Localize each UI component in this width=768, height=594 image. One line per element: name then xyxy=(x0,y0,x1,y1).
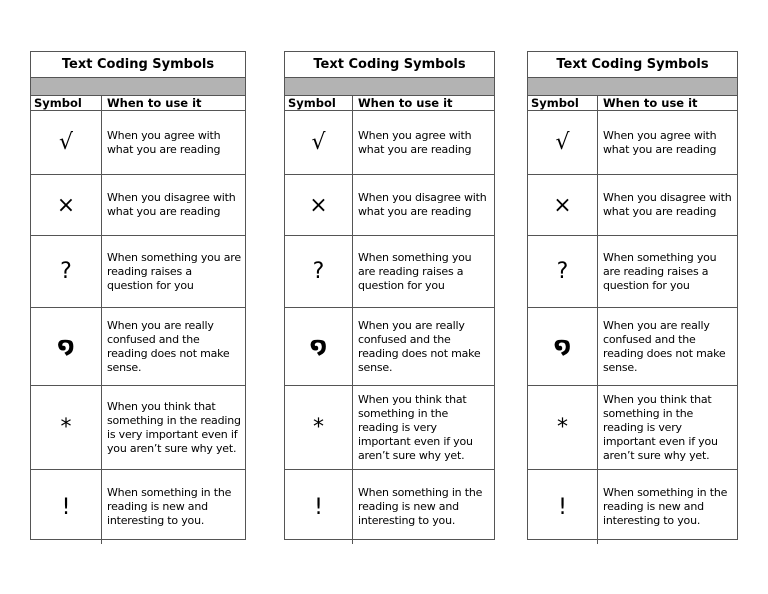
row-description: When something in the reading is new and interesting to you. xyxy=(603,486,728,527)
table-row xyxy=(31,175,245,236)
header-band xyxy=(528,78,737,96)
header-band xyxy=(285,78,494,96)
card-title: Text Coding Symbols xyxy=(528,52,737,78)
row-description: When you disagree with what you are reading xyxy=(107,191,236,218)
exclamation-icon: ! xyxy=(31,470,102,544)
swirl-icon: ໑ xyxy=(528,308,598,385)
card-title: Text Coding Symbols xyxy=(285,52,494,78)
table-row xyxy=(31,470,245,544)
row-description: When you agree with what you are reading xyxy=(603,128,717,156)
row-description: When you think that something in the reading is very important even if you aren’t sure why yet. xyxy=(107,399,241,455)
column-headers xyxy=(31,96,245,111)
x-mark-icon: × xyxy=(528,175,598,235)
exclamation-icon: ! xyxy=(285,470,353,544)
table-row xyxy=(285,236,494,308)
asterisk-icon: * xyxy=(31,386,102,469)
swirl-icon: ໑ xyxy=(31,308,102,385)
row-description: When something you are reading raises a question for you xyxy=(107,250,241,292)
check-mark-icon: √ xyxy=(528,111,598,174)
table-row xyxy=(528,386,737,470)
question-mark-icon: ? xyxy=(528,236,598,307)
table-row xyxy=(528,470,737,544)
exclamation-icon: ! xyxy=(528,470,598,544)
row-description: When you disagree with what you are reading xyxy=(358,191,487,218)
row-description: When you are really confused and the reading does not make sense. xyxy=(107,318,230,374)
symbol-card-3 xyxy=(527,51,738,540)
table-row xyxy=(528,111,737,175)
when-column-header: When to use it xyxy=(603,96,698,110)
question-mark-icon: ? xyxy=(31,236,102,307)
row-description: When something in the reading is new and interesting to you. xyxy=(358,486,483,527)
row-description: When something you are reading raises a question for you xyxy=(603,250,717,292)
table-row xyxy=(285,386,494,470)
check-mark-icon: √ xyxy=(285,111,353,174)
x-mark-icon: × xyxy=(31,175,102,235)
table-row xyxy=(285,111,494,175)
table-row xyxy=(31,111,245,175)
when-column-header: When to use it xyxy=(358,96,453,110)
table-row xyxy=(31,308,245,386)
table-row xyxy=(31,236,245,308)
question-mark-icon: ? xyxy=(285,236,353,307)
table-row xyxy=(528,236,737,308)
symbol-column-header: Symbol xyxy=(528,96,598,110)
check-mark-icon: √ xyxy=(31,111,102,174)
table-row xyxy=(528,308,737,386)
table-row xyxy=(31,386,245,470)
column-headers xyxy=(528,96,737,111)
row-description: When you disagree with what you are reading xyxy=(603,191,732,218)
row-description: When something in the reading is new and interesting to you. xyxy=(107,486,232,527)
row-description: When you are really confused and the reading does not make sense. xyxy=(358,318,481,374)
symbol-column-header: Symbol xyxy=(31,96,102,110)
card-title: Text Coding Symbols xyxy=(31,52,245,78)
row-description: When you agree with what you are reading xyxy=(358,128,472,156)
row-description: When you think that something in the reading is very important even if you aren’t sure why yet. xyxy=(358,392,473,462)
symbol-card-2 xyxy=(284,51,495,540)
row-description: When something you are reading raises a question for you xyxy=(358,250,472,292)
when-column-header: When to use it xyxy=(107,96,202,110)
symbol-card-1 xyxy=(30,51,246,540)
table-row xyxy=(528,175,737,236)
header-band xyxy=(31,78,245,96)
x-mark-icon: × xyxy=(285,175,353,235)
table-row xyxy=(285,175,494,236)
asterisk-icon: * xyxy=(285,386,353,469)
row-description: When you agree with what you are reading xyxy=(107,128,221,156)
table-row xyxy=(285,470,494,544)
row-description: When you are really confused and the reading does not make sense. xyxy=(603,318,726,374)
symbol-column-header: Symbol xyxy=(285,96,353,110)
row-description: When you think that something in the reading is very important even if you aren’t sure why yet. xyxy=(603,392,718,462)
asterisk-icon: * xyxy=(528,386,598,469)
column-headers xyxy=(285,96,494,111)
table-row xyxy=(285,308,494,386)
swirl-icon: ໑ xyxy=(285,308,353,385)
